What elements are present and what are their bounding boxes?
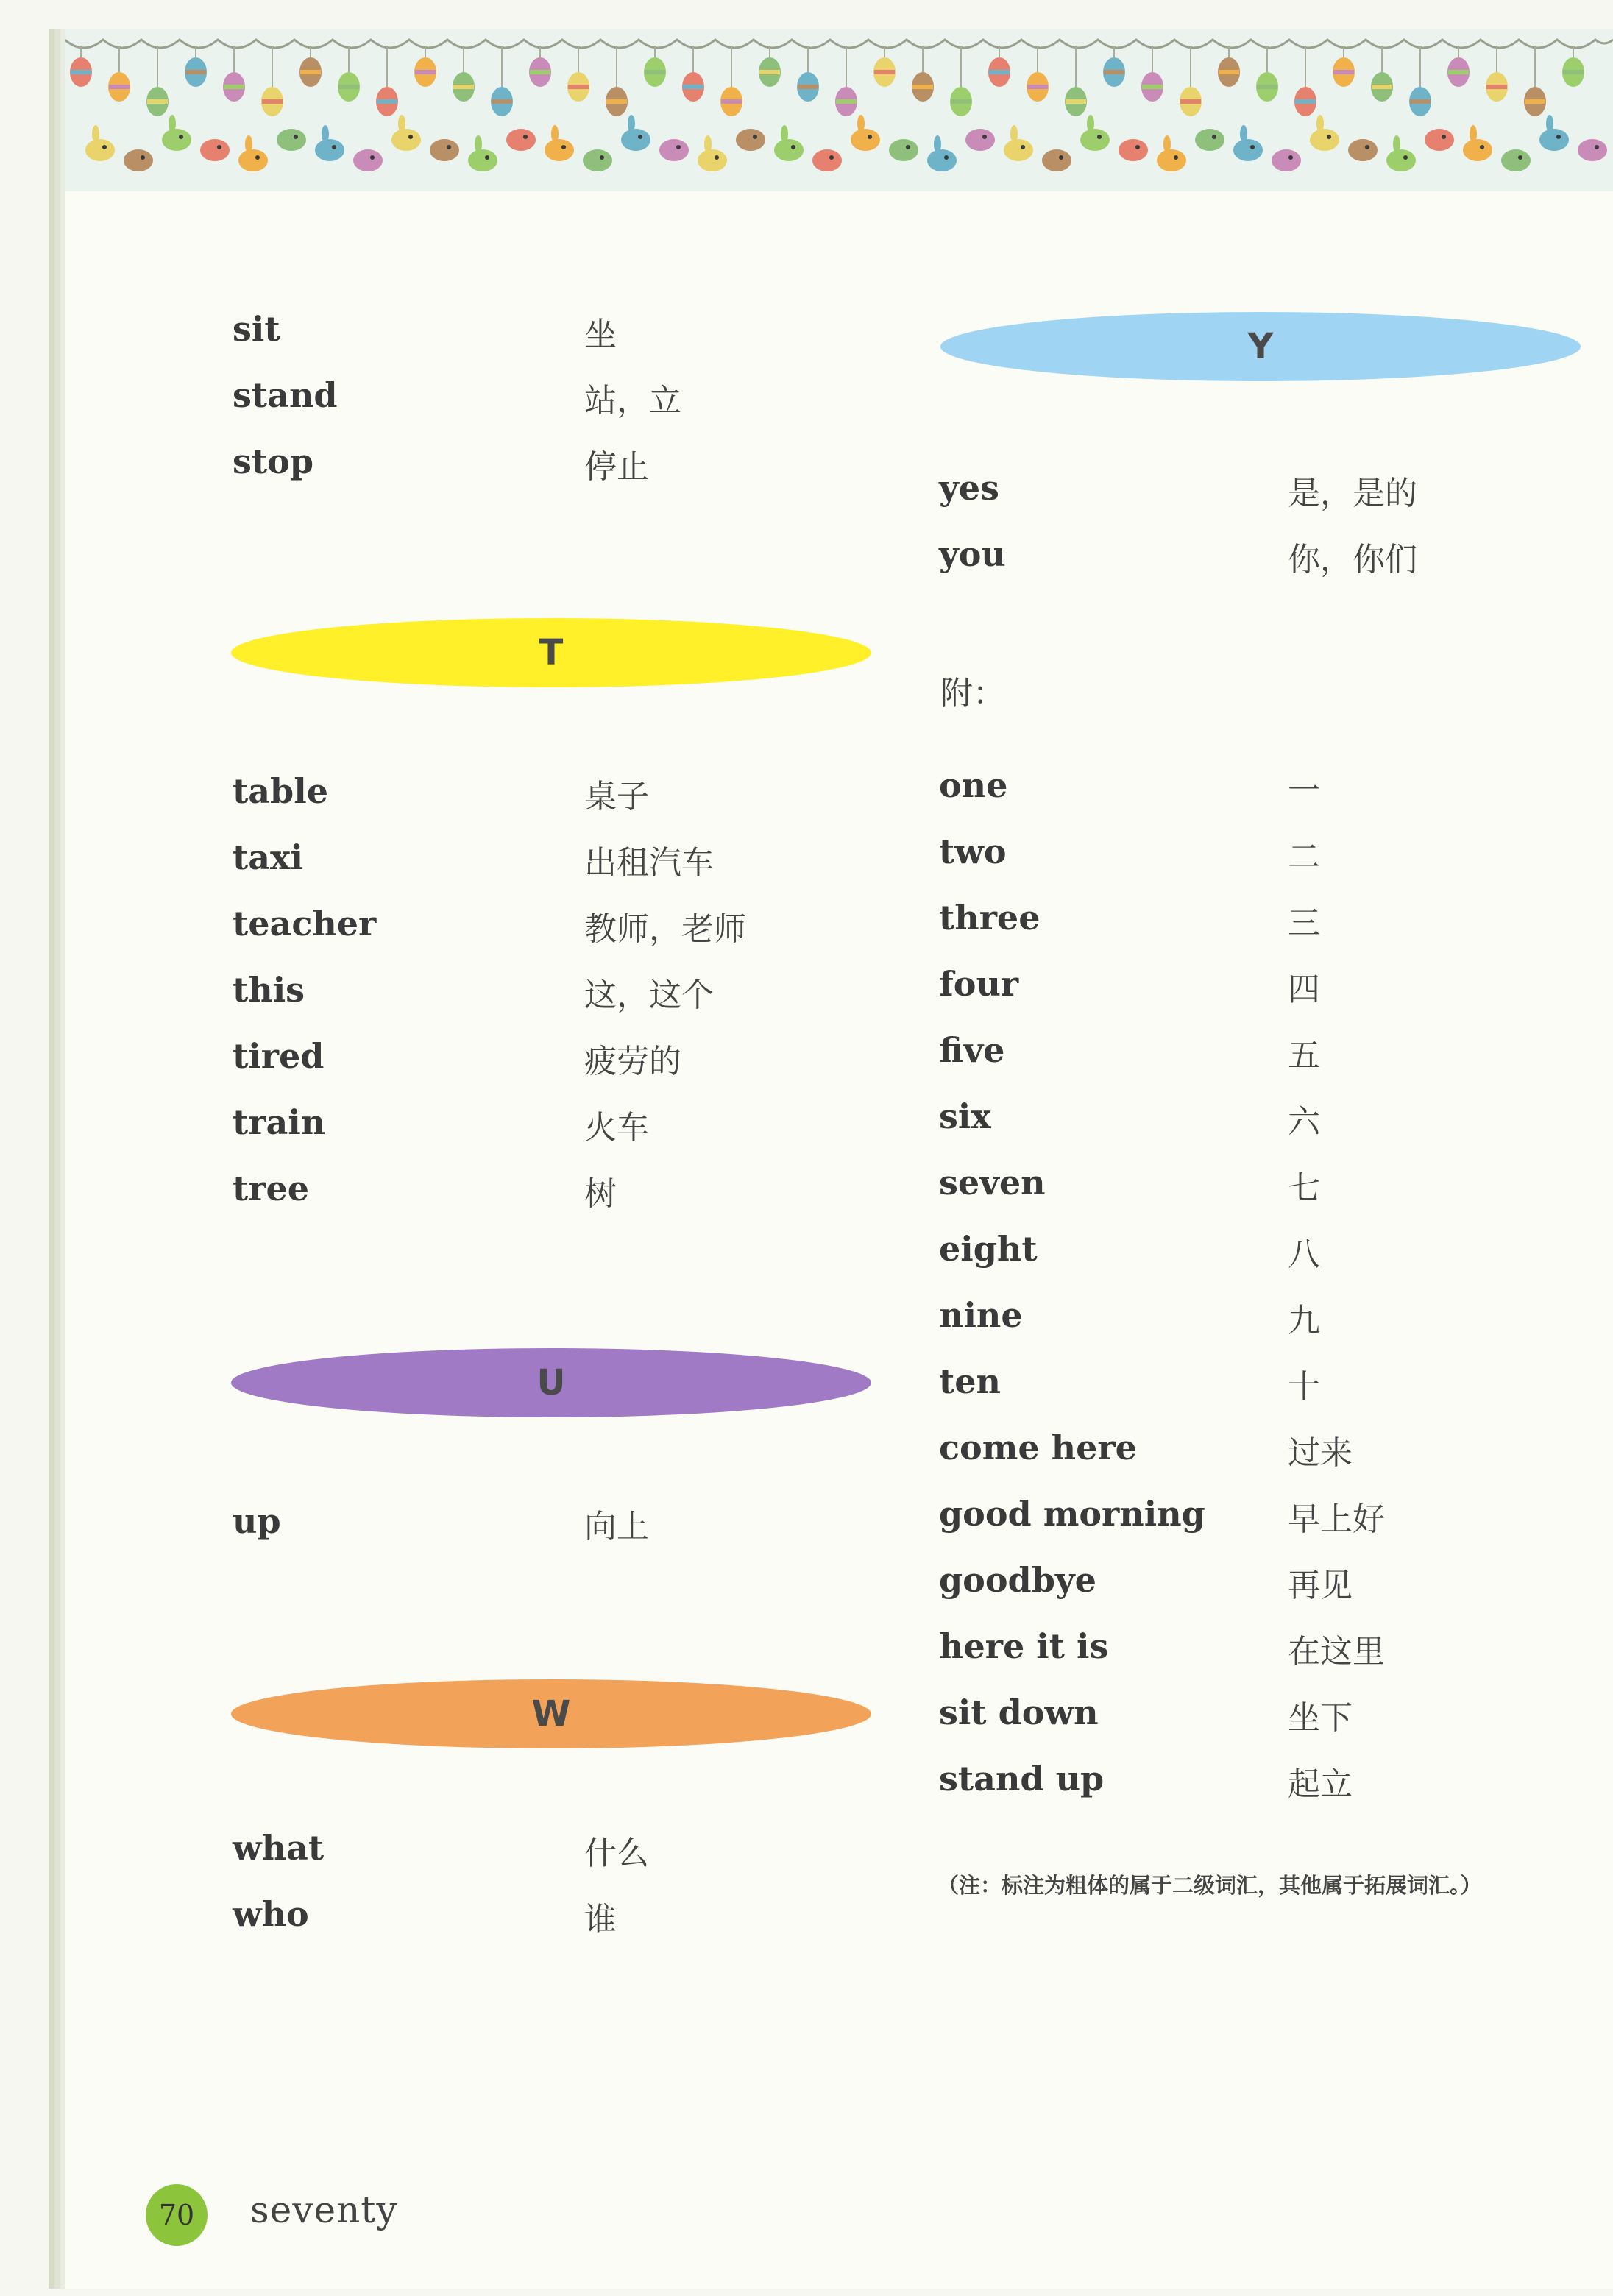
vocabulary-page [65,29,1613,2289]
word-tree: tree [233,1169,310,1208]
appendix-meaning: 四 [1288,971,1320,1008]
word-what: what [233,1828,325,1868]
meaning-sit: 坐 [584,316,617,353]
appendix-meaning: 八 [1288,1236,1320,1273]
meaning-taxi: 出租汽车 [584,844,714,882]
appendix-meaning: 二 [1288,838,1320,876]
letter-banner-y [940,312,1581,381]
meaning-table: 桌子 [584,778,649,815]
appendix-word: one [939,765,1008,805]
appendix-word: good morning [939,1494,1205,1534]
appendix-word: ten [939,1361,1001,1401]
word-stand: stand [233,375,338,415]
word-train: train [233,1102,326,1142]
appendix-word: two [939,832,1007,871]
page-number: 70 [158,2199,195,2231]
appendix-meaning: 五 [1288,1037,1320,1074]
meaning-train: 火车 [584,1109,649,1147]
meaning-teacher: 教师，老师 [584,910,746,948]
meaning-yes: 是，是的 [1288,475,1417,512]
word-stop: stop [233,442,313,481]
easter-garland-border [65,29,1613,191]
appendix-meaning: 一 [1288,772,1320,809]
meaning-this: 这，这个 [584,977,714,1014]
footnote: （注：标注为粗体的属于二级词汇，其他属于拓展词汇。） [937,1873,1482,1898]
appendix-word: here it is [939,1626,1109,1666]
appendix-meaning: 七 [1288,1169,1320,1207]
letter-w: W [531,1693,571,1735]
meaning-tired: 疲劳的 [584,1043,681,1080]
appendix-meaning: 在这里 [1288,1633,1385,1670]
appendix-meaning: 三 [1288,904,1320,942]
word-taxi: taxi [233,837,303,877]
appendix-word: sit down [939,1693,1099,1732]
appendix-word: eight [939,1229,1038,1269]
appendix-word: six [939,1096,991,1136]
appendix-word: four [939,964,1019,1004]
appendix-word: stand up [939,1759,1105,1799]
meaning-stop: 停止 [584,448,649,486]
word-who: who [233,1894,309,1934]
appendix-label: 附： [940,675,1005,712]
meaning-who: 谁 [584,1901,617,1938]
word-sit: sit [233,309,280,349]
letter-banner-w [231,1679,871,1748]
appendix-meaning: 过来 [1288,1434,1353,1472]
word-table: table [233,771,328,811]
appendix-meaning: 六 [1288,1103,1320,1141]
letter-banner-u [231,1348,871,1417]
appendix-meaning: 坐下 [1288,1699,1353,1737]
appendix-word: five [939,1030,1005,1070]
word-teacher: teacher [233,904,377,943]
appendix-word: come here [939,1428,1137,1467]
word-yes: yes [939,468,999,508]
meaning-up: 向上 [584,1508,649,1545]
appendix-meaning: 九 [1288,1302,1320,1339]
appendix-word: three [939,898,1041,938]
word-up: up [233,1501,281,1541]
meaning-stand: 站，立 [584,382,681,419]
word-you: you [939,534,1006,574]
page-number-word: seventy [250,2189,398,2231]
page-number-badge [146,2184,208,2246]
word-this: this [233,970,305,1010]
letter-banner-t [231,618,871,687]
appendix-word: seven [939,1163,1046,1202]
appendix-meaning: 十 [1288,1368,1320,1406]
letter-u: U [536,1362,566,1403]
letter-y: Y [1247,326,1274,367]
appendix-meaning: 早上好 [1288,1500,1385,1538]
appendix-meaning: 起立 [1288,1765,1353,1803]
meaning-tree: 树 [584,1175,617,1213]
appendix-meaning: 再见 [1288,1567,1353,1604]
word-tired: tired [233,1036,325,1076]
meaning-what: 什么 [584,1835,649,1872]
meaning-you: 你，你们 [1288,541,1417,578]
appendix-word: nine [939,1295,1023,1335]
letter-t: T [539,632,564,673]
appendix-word: goodbye [939,1560,1096,1600]
